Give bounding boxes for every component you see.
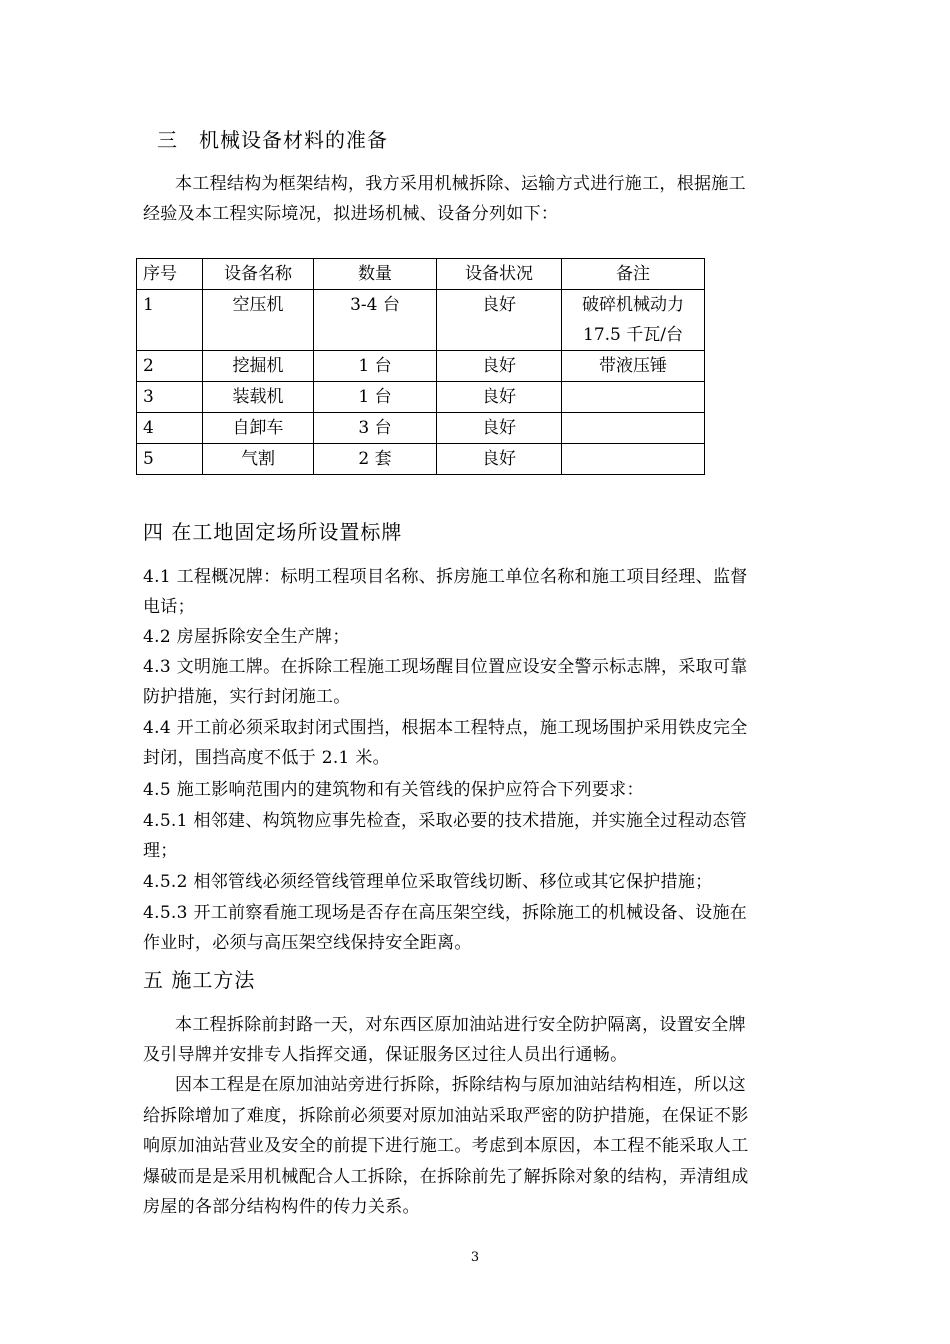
section5-line: 及引导牌并安排专人指挥交通，保证服务区过往人员出行通畅。 bbox=[143, 1045, 628, 1065]
row-qty: 3 台 bbox=[314, 413, 437, 444]
row-name: 气割 bbox=[203, 444, 314, 475]
row-status: 良好 bbox=[437, 413, 562, 444]
row-no: 5 bbox=[137, 444, 203, 475]
row-no: 4 bbox=[137, 413, 203, 444]
equipment-table bbox=[136, 258, 705, 475]
row-qty: 3-4 台 bbox=[314, 290, 437, 351]
section4-line: 4.5.1 相邻建、构筑物应事先检查，采取必要的技术措施，并实施全过程动态管 bbox=[143, 811, 748, 831]
section4-line: 4.5.3 开工前察看施工现场是否存在高压架空线，拆除施工的机械设备、设施在 bbox=[143, 903, 748, 923]
section4-line: 4.2 房屋拆除安全生产牌； bbox=[143, 627, 350, 647]
table-header-row bbox=[137, 259, 705, 290]
note-line2: 17.5 千瓦/台 bbox=[583, 325, 683, 345]
table-row bbox=[137, 382, 705, 413]
row-name: 挖掘机 bbox=[203, 351, 314, 382]
section4-line: 理； bbox=[143, 841, 178, 861]
section3-heading: 三 机械设备材料的准备 bbox=[157, 128, 388, 152]
section4-line: 4.1 工程概况牌：标明工程项目名称、拆房施工单位名称和施工项目经理、监督 bbox=[143, 567, 748, 587]
row-note bbox=[562, 413, 705, 444]
section4-line: 4.5 施工影响范围内的建筑物和有关管线的保护应符合下列要求： bbox=[143, 780, 644, 800]
section5-line: 响原加油站营业及安全的前提下进行施工。考虑到本原因，本工程不能采取人工 bbox=[143, 1136, 749, 1156]
section3-intro-line1: 本工程结构为框架结构，我方采用机械拆除、运输方式进行施工，根据施工 bbox=[175, 174, 746, 194]
row-name: 空压机 bbox=[203, 290, 314, 351]
section4-heading: 四 在工地固定场所设置标牌 bbox=[143, 520, 403, 544]
row-no: 2 bbox=[137, 351, 203, 382]
table-row bbox=[137, 290, 705, 351]
row-note bbox=[562, 444, 705, 475]
table-row bbox=[137, 413, 705, 444]
section3-intro-line2: 经验及本工程实际境况，拟进场机械、设备分列如下： bbox=[143, 204, 559, 224]
header-name: 设备名称 bbox=[203, 259, 314, 290]
header-status: 设备状况 bbox=[437, 259, 562, 290]
section5-line: 房屋的各部分结构构件的传力关系。 bbox=[143, 1197, 420, 1217]
page-number: 3 bbox=[470, 1250, 480, 1265]
section4-line: 作业时，必须与高压架空线保持安全距离。 bbox=[143, 933, 472, 953]
header-qty: 数量 bbox=[314, 259, 437, 290]
row-note bbox=[562, 290, 705, 351]
row-qty: 2 套 bbox=[314, 444, 437, 475]
row-no: 1 bbox=[137, 290, 203, 351]
row-qty: 1 台 bbox=[314, 382, 437, 413]
row-no: 3 bbox=[137, 382, 203, 413]
row-status: 良好 bbox=[437, 382, 562, 413]
section4-line: 4.5.2 相邻管线必须经管线管理单位采取管线切断、移位或其它保护措施； bbox=[143, 872, 713, 892]
section5-line: 爆破而是是采用机械配合人工拆除，在拆除前先了解拆除对象的结构，弄清组成 bbox=[143, 1167, 749, 1187]
section4-line: 电话； bbox=[143, 597, 195, 617]
note-line1: 破碎机械动力 bbox=[582, 295, 684, 315]
row-qty: 1 台 bbox=[314, 351, 437, 382]
header-no: 序号 bbox=[137, 259, 203, 290]
section4-line: 4.3 文明施工牌。在拆除工程施工现场醒目位置应设安全警示标志牌，采取可靠 bbox=[143, 657, 748, 677]
row-note: 带液压锤 bbox=[562, 351, 705, 382]
section5-line: 因本工程是在原加油站旁进行拆除，拆除结构与原加油站结构相连，所以这 bbox=[175, 1075, 746, 1095]
section5-line: 本工程拆除前封路一天，对东西区原加油站进行安全防护隔离，设置安全牌 bbox=[175, 1015, 746, 1035]
section4-line: 防护措施，实行封闭施工。 bbox=[143, 687, 351, 707]
row-note bbox=[562, 382, 705, 413]
row-name: 装载机 bbox=[203, 382, 314, 413]
row-status: 良好 bbox=[437, 444, 562, 475]
section5-heading: 五 施工方法 bbox=[143, 968, 256, 992]
row-status: 良好 bbox=[437, 351, 562, 382]
section5-line: 给拆除增加了难度，拆除前必须要对原加油站采取严密的防护措施，在保证不影 bbox=[143, 1106, 749, 1126]
table-row bbox=[137, 351, 705, 382]
table-row bbox=[137, 444, 705, 475]
header-note: 备注 bbox=[562, 259, 705, 290]
row-name: 自卸车 bbox=[203, 413, 314, 444]
section4-line: 4.4 开工前必须采取封闭式围挡，根据本工程特点，施工现场围护采用铁皮完全 bbox=[143, 718, 748, 738]
row-status: 良好 bbox=[437, 290, 562, 351]
section4-line: 封闭，围挡高度不低于 2.1 米。 bbox=[143, 748, 390, 768]
